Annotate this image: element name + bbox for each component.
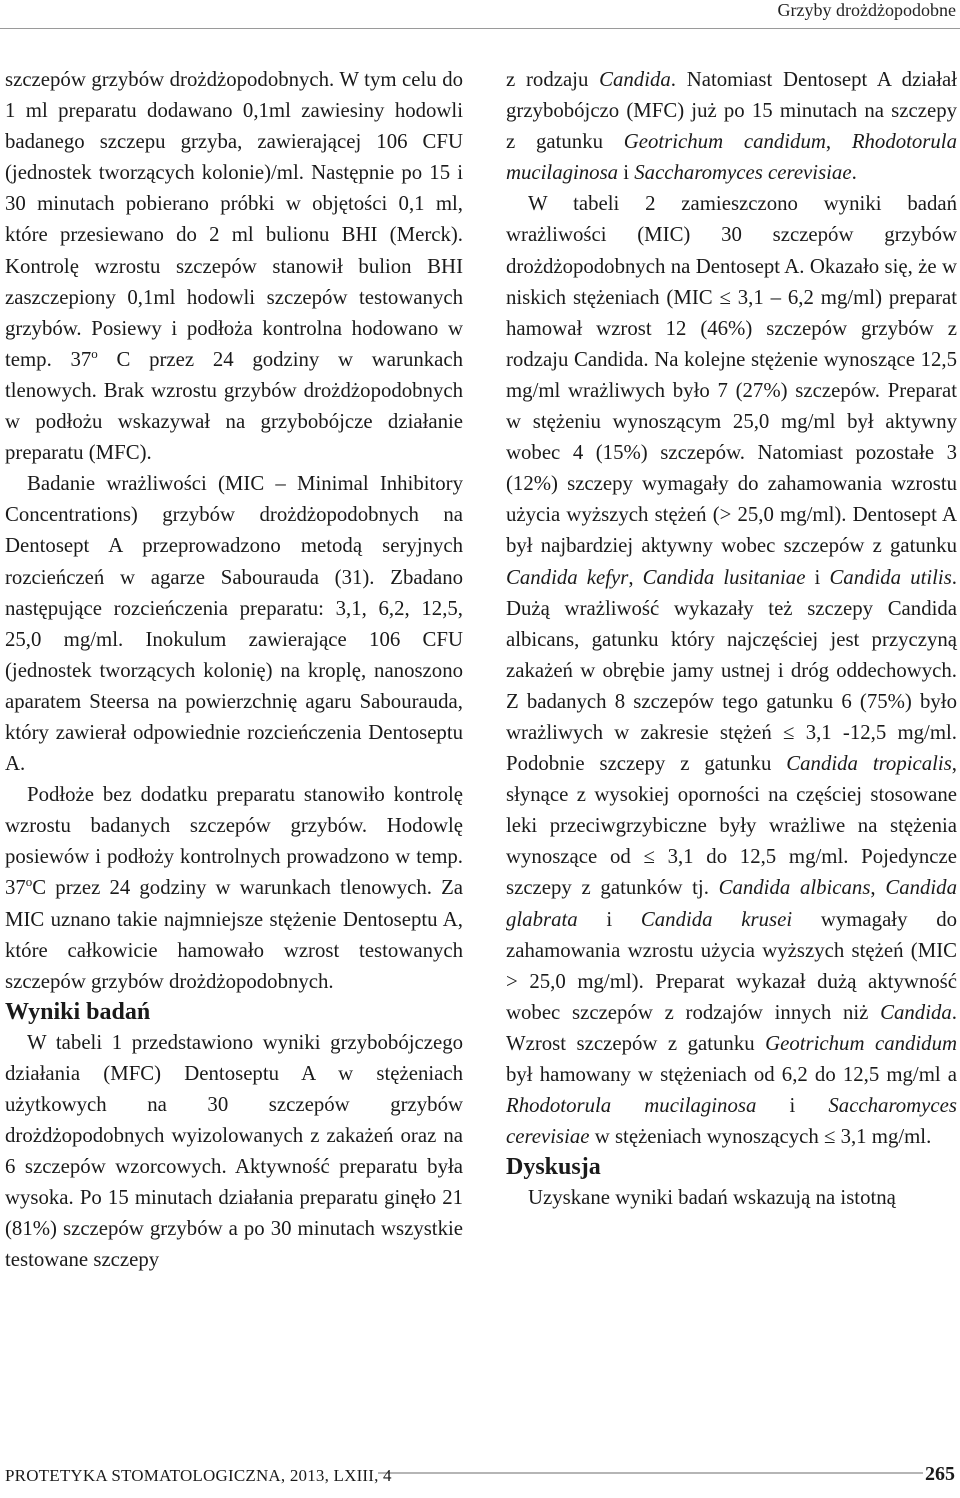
- left-column: [5, 64, 463, 1276]
- text-run: wymagały do zahamowania wzrostu użycia wyższych stężeń (MIC > 25,0 mg/ml). Preparat wykazał dużą aktywność wobec szczepów z rodzajów innych niż: [506, 907, 957, 1024]
- header-rule: [0, 28, 960, 29]
- text-run: był hamowany w stężeniach od 6,2 do 12,5 mg/ml a: [506, 1063, 957, 1086]
- italic-run: Saccharomyces cerevisiae: [634, 161, 852, 185]
- italic-run: Candida glabrata: [506, 876, 957, 931]
- section-heading-results: Wyniki badań: [5, 998, 151, 1025]
- text-run: i: [618, 161, 635, 185]
- italic-run: Rhodotorula mucilaginosa: [506, 130, 957, 185]
- text-run: Podłoże bez dodatku preparatu stanowiło kontrolę wzrostu badanych szczepów grzybów. Hodowlę posiewów i podłoży kontrolnych prowadzono w temp. 37: [5, 783, 463, 900]
- text-run: . Dużą wrażliwość wykazały też szczepy Candida albicans, gatunku który najczęściej jest przyczyną zakażeń w obrębie jamy ustnej i dróg oddechowych. Z badanych 8 szczepów tego gatunku 6 (75%) było wrażliwych w zakresie stężeń ≤ 3,1 -12,5 mg/ml. Podobnie szczepy z gatunku: [506, 565, 957, 776]
- text-run: C przez 24 godziny w warunkach tlenowych. Za MIC uznano takie najmniejsze stężenie Dentoseptu A, które całkowicie hamowało wzrost testowanych szczepów grzybów drożdżopodobnych.: [5, 876, 463, 993]
- text-run: W tabeli 2 zamieszczono wyniki badań wrażliwości (MIC) 30 szczepów grzybów drożdżopodobnych na Dentosept A. Okazało się, że w niskich stężeniach (MIC ≤ 3,1 – 6,2 mg/ml) preparat hamował wzrost 12 (46%) szczepów grzybów z rodzaju Candida. Na kolejne stężenie wynoszące 12,5 mg/ml wrażliwych było 7 (27%) szczepów. Preparat w stężeniu wynoszącym 25,0 mg/ml był aktywny wobec 4 (15%) szczepów. Natomiast pozostałe 3 (12%) szczepy wymagały do zahamowania wzrostu użycia wyższych stężeń (> 25,0 mg/ml). Dentosept A był najbardziej aktywny wobec szczepów z gatunku: [506, 192, 957, 558]
- italic-run: Candida tropicalis: [786, 752, 952, 776]
- page-number: 265: [925, 1463, 955, 1485]
- italic-run: Candida krusei: [640, 907, 793, 931]
- paragraph-results-1: W tabeli 1 przedstawiono wyniki grzybobójczego działania (MFC) Dentoseptu A w stężeniach użytkowych na 30 szczepów grzybów drożdżopodobnych wyizolowanych z zakażeń oraz na 6 szczepów wzorcowych. Aktywność preparatu była wysoka. Po 15 minutach działania preparatu ginęło 21 (81%) szczepów grzybów a po 30 minutach wszystkie testowane szczepy: [5, 1030, 463, 1272]
- text-run: ,: [628, 565, 643, 589]
- italic-run: Candida lusitaniae: [642, 565, 806, 589]
- text-run: , słynące z wysokiej oporności na częściej stosowane leki przeciwgrzybiczne były wrażliwe na stężenia wynoszące od ≤ 3,1 do 12,5 mg/ml. Pojedyncze szczepy z gatunków tj.: [506, 752, 957, 900]
- text-run: ,: [825, 130, 852, 154]
- italic-run: Candida: [599, 68, 671, 91]
- paragraph-method-mic: Badanie wrażliwości (MIC – Minimal Inhibitory Concentrations) grzybów drożdżopodobnych na Dentosept A przeprowadzono metodą seryjnych rozcieńczeń w agarze Sabourauda (31). Zbadano następujące rozcieńczenia preparatu: 3,1, 6,2, 12,5, 25,0 mg/ml. Inokulum zawierające 106 CFU (jednostek tworzących kolonię) na kroplę, nanoszono aparatem Steersa na powierzchnię agaru Sabourauda, który zawierał odpowiednie rozcieńczenia Dentoseptu A.: [5, 472, 463, 776]
- paragraph-results-cont: [506, 64, 957, 188]
- text-run: ,: [870, 876, 886, 900]
- section-heading-discussion: Dyskusja: [506, 1154, 601, 1181]
- paragraph-discussion-1: Uzyskane wyniki badań wskazują na istotną: [528, 1186, 896, 1210]
- italic-run: Candida albicans: [718, 876, 871, 900]
- footer-journal: PROTETYKA STOMATOLOGICZNA, 2013, LXIII, 4: [5, 1466, 392, 1485]
- italic-run: Candida: [880, 1000, 952, 1024]
- text-run: i: [805, 565, 830, 589]
- text-run: z rodzaju: [506, 68, 600, 91]
- text-run: C przez 24 godziny w warunkach tlenowych. Brak wzrostu grzybów drożdżopodobnych w podłożu wskazywał na grzybobójcze działanie preparatu (MFC).: [5, 347, 463, 465]
- text-run: . Wzrost szczepów z gatunku: [506, 1000, 957, 1055]
- italic-run: Saccharomyces cerevisiae: [506, 1094, 957, 1149]
- paragraph-method-mfc: [5, 64, 463, 468]
- paragraph-method-control: [5, 779, 463, 997]
- text-run: szczepów grzybów drożdżopodobnych. W tym celu do 1 ml preparatu dodawano 0,1ml zawiesiny hodowli badanego szczepu grzyba, zawierającej 106 CFU (jednostek tworzących kolonie)/ml. Następnie po 15 i 30 minutach pobierano próbki w objętości 0,1 ml, które przesiewano do 2 ml bulionu BHI (Merck). Kontrolę wzrostu szczepów stanowił bulion BHI zaszczepiony 0,1ml hodowli szczepów testowanych grzybów. Posiewy i podłoża kontrolna hodowano w temp. 37: [5, 68, 463, 371]
- text-run: . Natomiast Dentosept A działał grzybobójczo (MFC) już po 15 minutach na szczepy z gatunku: [506, 68, 957, 154]
- superscript: o: [25, 874, 33, 890]
- italic-run: Rhodotorula mucilaginosa: [506, 1094, 757, 1118]
- text-run: w stężeniach wynoszących ≤ 3,1 mg/ml.: [589, 1125, 932, 1149]
- paragraph-results-mic: [506, 188, 957, 1152]
- text-run: i: [756, 1094, 829, 1118]
- text-run: .: [851, 161, 857, 185]
- superscript: o: [91, 345, 98, 361]
- right-column: [506, 64, 957, 1213]
- italic-run: Geotrichum candidum: [765, 1031, 957, 1055]
- italic-run: Candida kefyr: [506, 565, 629, 589]
- running-title: Grzyby drożdżopodobne: [777, 0, 956, 20]
- italic-run: Geotrichum candidum: [623, 130, 826, 154]
- footer-rule: [378, 1472, 923, 1474]
- italic-run: Candida utilis: [829, 565, 952, 589]
- text-run: i: [577, 907, 641, 931]
